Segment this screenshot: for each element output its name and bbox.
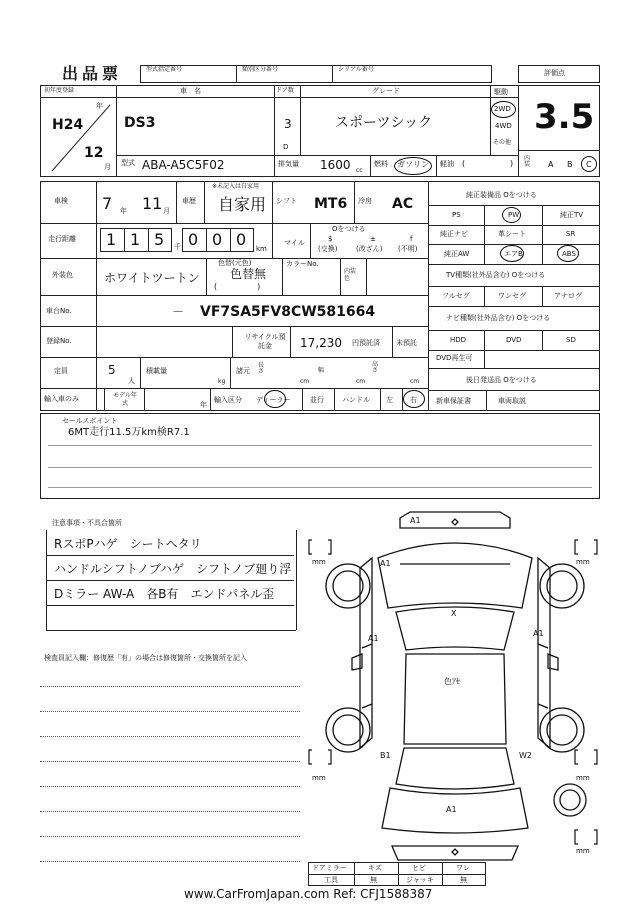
equip-ps: PS xyxy=(452,211,461,219)
mileage-unknown-mark: f xyxy=(410,235,413,243)
recycle-deposited: 円預託済 xyxy=(352,339,380,347)
sales-point-label: セールスポイント xyxy=(62,417,118,425)
drive-2wd: 2WD xyxy=(494,105,511,113)
footer-ref: www.CarFromJapan.com Ref: CFJ1588387 xyxy=(184,887,433,901)
import-dealer: ディーラー xyxy=(256,396,291,404)
score-label: 評価点 xyxy=(544,69,565,77)
legend-break: ワレ xyxy=(456,864,470,872)
shift-value: MT6 xyxy=(314,196,348,212)
mileage-exchange-mark: $ xyxy=(328,235,333,243)
fuel-circle xyxy=(394,157,432,175)
tv-analog: アナログ xyxy=(554,292,582,300)
mileage-digit: 0 xyxy=(236,230,247,249)
chassis-dash: － xyxy=(172,305,185,319)
displacement-label: 排気量 xyxy=(278,160,299,168)
class-label: 類別区分番号 xyxy=(242,66,279,73)
reg-no-label: 登録No. xyxy=(46,337,72,345)
mileage-circle-note: Oをつける xyxy=(332,225,366,233)
mileage-thousand-unit: 千 xyxy=(174,243,181,251)
legend-tools: 工具 xyxy=(324,876,338,884)
equip-leather: 革シート xyxy=(498,230,526,238)
fuel-paren-right: ) xyxy=(510,159,514,168)
length-label: 長さ xyxy=(258,362,265,375)
inspector-note: 検査員記入欄：修復歴「有」の場合は修復箇所・交換箇所を記入 xyxy=(44,654,247,662)
damage-rear-bumper: A1 xyxy=(446,805,457,814)
first-reg-year: H24 xyxy=(52,117,84,133)
page-title: 出品票 xyxy=(62,64,123,83)
usage-note: ※未記入は自家用 xyxy=(212,183,260,190)
cc-unit: cc xyxy=(356,167,363,174)
shift-label: シフト xyxy=(276,197,297,205)
first-reg-label: 初年度登録 xyxy=(44,87,75,94)
drive-label: 駆動 xyxy=(494,88,508,96)
inspection-year-unit: 年 xyxy=(120,207,127,215)
damage-front-bumper: A1 xyxy=(410,516,421,525)
navi-type-title: ナビ種類(社外品含む) Oをつける xyxy=(446,314,551,322)
damage-right-door: A1 xyxy=(533,629,544,638)
dealer-circle xyxy=(264,390,286,408)
header-fields xyxy=(140,65,492,83)
mileage-digit: 5 xyxy=(154,230,165,249)
tv-oneseg: ワンセグ xyxy=(498,292,526,300)
grade-label: グレード xyxy=(372,87,400,95)
note-line-2: ハンドルシフトノブハゲ シフトノブ廻り浮 xyxy=(54,562,292,576)
factory-equip-title: 純正装備品 Oをつける xyxy=(466,191,537,199)
sales-point-text: 6MT走行11.5万km検R7.1 xyxy=(68,427,190,438)
legend-mirror: ドアミラー xyxy=(312,864,347,872)
fuel-label: 燃料 xyxy=(374,160,388,168)
damage-right-rear: W2 xyxy=(519,751,532,760)
mileage-digit: 1 xyxy=(106,230,117,249)
pw-circle xyxy=(502,207,521,223)
usage-value: 自家用 xyxy=(218,195,267,214)
car-damage-diagram xyxy=(300,508,610,888)
month-unit: 月 xyxy=(104,163,111,171)
dims-label: 諸元 xyxy=(236,367,250,375)
damage-roof: 色ｱｾ xyxy=(444,677,460,686)
capacity-unit: 人 xyxy=(128,377,135,385)
grade-value: スポーツシック xyxy=(335,115,433,131)
ac-label: 冷房 xyxy=(358,197,372,205)
doors-label: ドア数 xyxy=(276,87,294,94)
mileage-digit: 1 xyxy=(130,230,141,249)
model-year-unit: 年 xyxy=(200,401,207,409)
dvd-playback: DVD再生可 xyxy=(436,354,473,362)
mm-label: mm xyxy=(576,774,590,782)
equip-abs: ABS xyxy=(562,250,576,258)
equip-tv: 純正TV xyxy=(560,211,584,219)
inspection-month-unit: 月 xyxy=(163,207,170,215)
damage-left-rear: B1 xyxy=(380,751,391,760)
load-label: 積載量 xyxy=(146,367,167,375)
note-line-1: RスポPハゲ シートヘタリ xyxy=(54,537,202,551)
legend-crack: ヒビ xyxy=(412,864,426,872)
km-unit: km xyxy=(256,245,267,253)
recycle-value: 17,230 xyxy=(300,336,342,350)
interior-label: 内装 xyxy=(524,155,531,168)
score-value: 3.5 xyxy=(534,97,595,137)
mm-label: mm xyxy=(576,558,590,566)
mileage-unknown: (不明) xyxy=(398,245,418,253)
mileage-digit: 0 xyxy=(212,230,223,249)
airbag-circle xyxy=(500,245,524,262)
model-code: ABA-A5C5F02 xyxy=(142,158,225,172)
abs-circle xyxy=(557,245,579,262)
capacity-value: 5 xyxy=(108,363,116,377)
car-name: DS3 xyxy=(124,115,156,131)
recycle-not: 未預託 xyxy=(396,339,417,347)
note-line-3: Dミラー AW-A 各B有 エンドパネル歪 xyxy=(54,587,275,601)
ext-color-label: 外装色 xyxy=(52,271,73,279)
chassis-number: VF7SA5FV8CW581664 xyxy=(200,304,376,320)
ext-color-value: ホワイトツートン xyxy=(104,271,200,285)
navi-hdd: HDD xyxy=(450,336,467,344)
height-unit: cm xyxy=(410,378,420,385)
mileage-digit: 0 xyxy=(188,230,199,249)
interior-c: C xyxy=(586,160,592,169)
equip-navi: 純正ナビ xyxy=(440,230,468,238)
mile-label: マイル xyxy=(284,239,305,247)
import-label: 輸入車のみ xyxy=(44,395,79,403)
inspection-year: 7 xyxy=(102,194,113,213)
fuel-gasoline: ガソリン xyxy=(397,160,429,169)
first-reg-month: 12 xyxy=(84,145,104,161)
after-ship-title: 後日発送品 Oをつける xyxy=(466,376,537,384)
interior-circle xyxy=(581,156,597,172)
name-label: 車 名 xyxy=(180,87,201,95)
mileage-exchange: (交換) xyxy=(318,245,338,253)
capacity-label: 定員 xyxy=(54,367,68,375)
ac-value: AC xyxy=(392,196,414,212)
doors-value: 3 xyxy=(284,117,292,131)
notes-title: 注意事項・不具合箇所 xyxy=(52,519,122,527)
width-unit: cm xyxy=(356,378,366,385)
door-type: D xyxy=(283,143,289,151)
kg-unit: kg xyxy=(218,378,226,385)
mileage-tamper-mark: ± xyxy=(370,235,376,243)
fuel-paren-left: ( xyxy=(462,159,466,168)
interior-b: B xyxy=(567,160,573,169)
drive-4wd: 4WD xyxy=(495,122,512,130)
mm-label: mm xyxy=(312,774,326,782)
color-no-label: カラーNo. xyxy=(286,260,319,268)
vehicle-manual: 車両取説 xyxy=(498,397,526,405)
drive-2wd-circle xyxy=(491,101,516,118)
legend-jack-value: 無 xyxy=(460,876,467,884)
light-oil: 軽油 xyxy=(440,160,454,168)
model-year-label: モデル年式 xyxy=(113,392,137,407)
year-unit: 年 xyxy=(96,102,103,110)
serial-label: シリアル番号 xyxy=(338,66,374,73)
handle-left: 左 xyxy=(386,396,393,404)
equip-airbag: エアB xyxy=(504,250,523,258)
drive-other: その他 xyxy=(493,139,512,146)
equip-sr: SR xyxy=(566,230,576,238)
legend-tools-value: 無 xyxy=(370,876,377,884)
usage-label: 車歴 xyxy=(182,197,196,205)
tv-type-title: TV種類(社外品含む) Oをつける xyxy=(446,271,546,279)
int-color-label: 内装色 xyxy=(344,268,357,283)
inspection-label: 車検 xyxy=(54,197,68,205)
damage-left-door: A1 xyxy=(368,634,379,643)
model-cert-label: 型式指定番号 xyxy=(146,66,183,73)
import-parallel: 並行 xyxy=(310,396,324,404)
mm-label: mm xyxy=(312,558,326,566)
orig-color-paren: ( ) xyxy=(214,282,261,291)
tv-fullseg: フルセグ xyxy=(442,292,470,300)
handle-circle xyxy=(403,390,425,408)
height-label: 高さ xyxy=(372,361,379,374)
navi-dvd: DVD xyxy=(506,336,522,344)
interior-a: A xyxy=(548,160,554,169)
recycle-label: リサイクル預託金 xyxy=(244,333,286,351)
damage-left-front: A1 xyxy=(380,559,391,568)
handle-label: ハンドル xyxy=(342,396,370,404)
equip-pw: PW xyxy=(508,211,520,219)
inspection-month: 11 xyxy=(142,194,163,213)
model-label: 型式 xyxy=(121,159,135,167)
new-car-warranty: 新車保証書 xyxy=(436,397,471,405)
legend-scratch: キズ xyxy=(368,864,382,872)
legend-jack: ジャッキ xyxy=(406,876,434,884)
damage-windshield: X xyxy=(451,609,457,618)
mileage-tamper: (改ざん) xyxy=(356,245,383,253)
color-change-label: 色替(元色) xyxy=(218,259,252,267)
width-label: 幅 xyxy=(318,367,325,374)
mileage-label: 走行距離 xyxy=(48,235,76,243)
chassis-label: 車台No. xyxy=(46,307,72,315)
handle-right: 右 xyxy=(410,396,417,404)
navi-sd: SD xyxy=(566,336,576,344)
import-type-label: 輸入区分 xyxy=(214,396,242,404)
length-unit: cm xyxy=(300,378,310,385)
mm-label: mm xyxy=(576,847,590,855)
displacement-value: 1600 xyxy=(320,158,351,172)
equip-aw: 純正AW xyxy=(444,250,470,258)
color-change-value: 色替無 xyxy=(230,267,267,281)
